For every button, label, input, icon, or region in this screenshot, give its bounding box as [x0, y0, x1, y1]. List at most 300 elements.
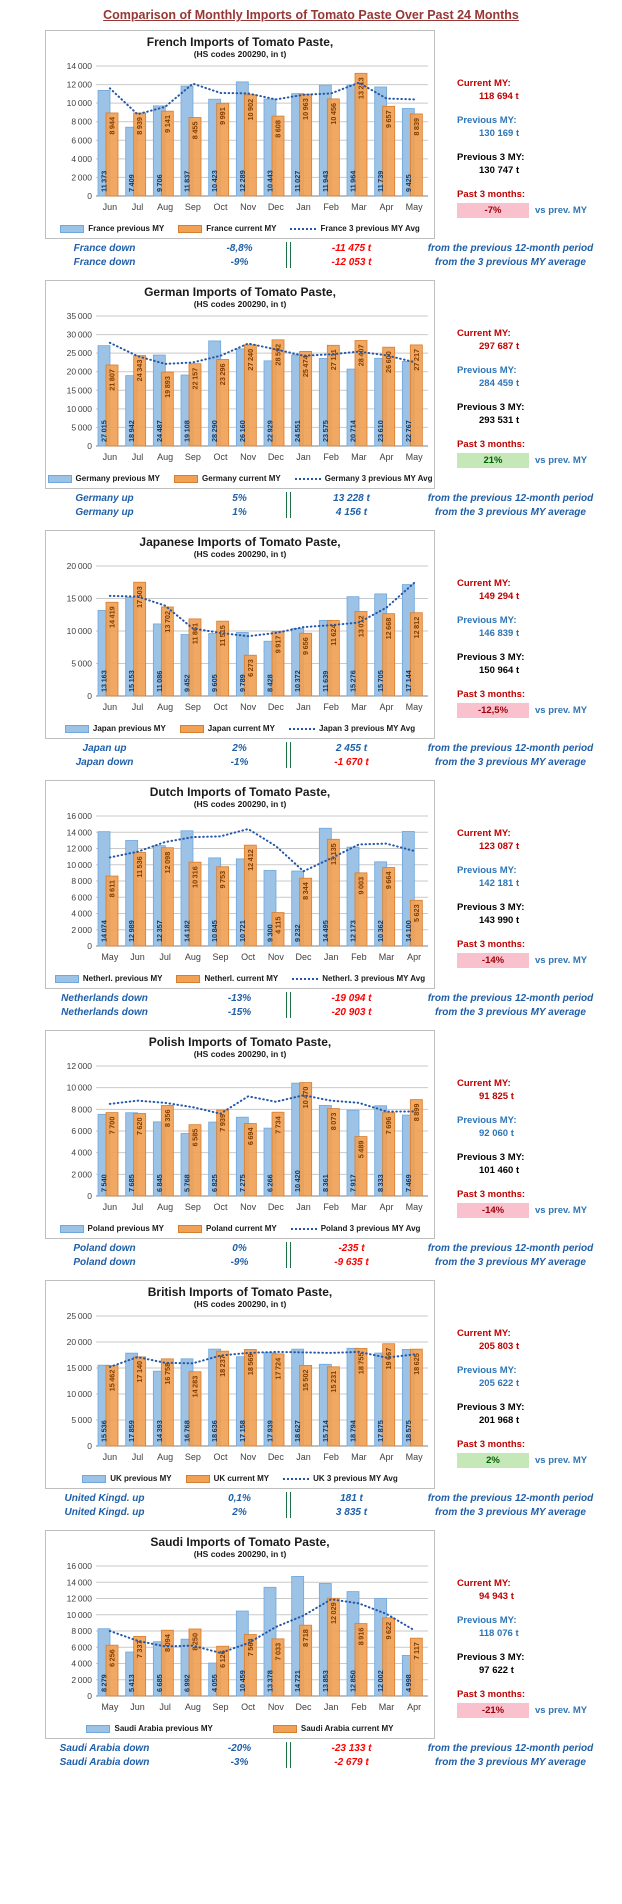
month-label: Oct [241, 1702, 256, 1712]
stat-current-my [457, 1328, 622, 1352]
curr-my-bar-label: 9 753 [218, 870, 228, 889]
legend-label: Germany 3 previous MY Avg [324, 474, 433, 483]
y-axis-tick: 2 000 [71, 1169, 92, 1180]
month-label: Jul [131, 1452, 144, 1462]
stat-previous-my [457, 1615, 622, 1639]
y-axis-tick: 8 000 [71, 876, 92, 886]
prev-my-bar-label: 8 428 [265, 674, 275, 692]
double-bar-separator [286, 742, 291, 768]
avg-line [110, 1599, 414, 1653]
chart-subtitle: (HS codes 200290, in t) [193, 49, 287, 59]
curr-my-bar-label: 14 283 [190, 1375, 200, 1398]
y-axis-tick: 10 000 [66, 403, 92, 414]
prev-my-bar-label: 12 289 [237, 170, 247, 192]
prev-my-bar-label: 11 837 [182, 170, 192, 192]
y-axis-tick: 35 000 [66, 311, 92, 321]
curr-my-bar-label: 23 296 [218, 363, 228, 386]
avg-line-swatch [290, 228, 316, 230]
stat-value: 293 531 t [479, 415, 520, 426]
curr-my-bar-label: 8 916 [356, 1627, 366, 1646]
curr-my-bar-label: 9 657 [384, 110, 394, 129]
curr-my-bar-label: 11 624 [328, 624, 338, 646]
prev-my-bar-label: 9 706 [154, 174, 164, 192]
y-axis-tick: 6 000 [71, 892, 92, 903]
stat-past-3-months [457, 939, 622, 968]
import-section [0, 30, 622, 268]
stat-past-3-months [457, 689, 622, 718]
month-label: May [405, 702, 423, 712]
prev-my-bar-label: 17 939 [265, 1420, 275, 1442]
summary-delta: 2 455 t [335, 742, 368, 754]
stat-value: 149 294 t [479, 591, 520, 602]
y-axis-tick: 4 000 [71, 1658, 92, 1669]
curr-my-bar-label: 28 592 [273, 343, 283, 366]
stat-value: 118 076 t [479, 1628, 519, 1639]
summary-country: France down [73, 256, 136, 268]
curr-my-bar-label: 27 240 [245, 348, 255, 371]
legend-label: France current MY [206, 224, 277, 233]
month-label: Jan [296, 452, 311, 462]
y-axis-tick: 8 000 [71, 116, 92, 127]
prev-my-bar-label: 11 027 [293, 170, 303, 192]
curr-my-bar-label: 9 141 [162, 115, 172, 133]
month-label: Sep [212, 1702, 229, 1712]
y-axis-tick: 5 000 [71, 1415, 92, 1425]
y-axis-tick: 20 000 [66, 1337, 92, 1347]
summary-delta: -9 635 t [334, 1256, 369, 1268]
month-label: Nov [240, 1452, 257, 1462]
chart-box [45, 780, 435, 989]
stat-label: Previous 3 MY: [457, 402, 525, 413]
summary-country: Netherlands down [61, 992, 148, 1004]
month-label: Oct [241, 952, 256, 962]
curr-my-swatch [178, 1225, 202, 1233]
stat-previous-my [457, 1115, 622, 1139]
curr-my-bar-label: 13 012 [356, 615, 366, 638]
prev-my-bar-label: 26 160 [237, 420, 247, 442]
prev-my-bar-label: 10 420 [293, 1170, 303, 1192]
legend-item-prev [60, 1224, 164, 1233]
avg-line-swatch [292, 978, 318, 980]
y-axis-tick: 0 [87, 191, 92, 201]
stat-past-3-months [457, 1689, 622, 1718]
legend-label: Poland 3 previous MY Avg [320, 1224, 421, 1233]
month-label: Jun [130, 1702, 145, 1712]
month-label: Feb [351, 952, 367, 962]
chart-title: Japanese Imports of Tomato Paste, [139, 535, 341, 549]
curr-my-swatch [174, 475, 198, 483]
curr-my-bar-label: 8 718 [301, 1629, 311, 1647]
y-axis-tick: 0 [87, 691, 92, 701]
month-label: Jun [102, 1202, 118, 1212]
stat-label: Previous 3 MY: [457, 902, 525, 913]
curr-my-bar-label: 12 812 [411, 616, 421, 639]
month-label: Mar [351, 1452, 367, 1462]
avg-line [110, 1352, 414, 1367]
y-axis-tick: 6 000 [71, 1126, 92, 1136]
legend-label: Germany current MY [202, 474, 281, 483]
prev-my-bar-label: 10 423 [210, 170, 220, 192]
y-axis-tick: 10 000 [66, 98, 92, 109]
summary-desc: from the 3 previous MY average [435, 756, 586, 768]
month-label: Jul [131, 1202, 144, 1212]
curr-my-bar-label: 7 696 [384, 1116, 394, 1135]
curr-my-bar-label: 12 668 [384, 617, 394, 640]
summary-delta: 3 835 t [335, 1506, 368, 1518]
stat-previous-my [457, 365, 622, 389]
curr-my-bar-label: 4 115 [273, 916, 283, 934]
curr-my-bar-label: 8 608 [273, 120, 283, 138]
summary-delta: -2 679 t [334, 1756, 369, 1768]
summary-country: Germany up [75, 506, 134, 518]
stat-value: 92 060 t [479, 1128, 514, 1139]
summary-desc: from the previous 12-month period [427, 1742, 594, 1754]
stat-label: Previous 3 MY: [457, 1652, 525, 1663]
curr-my-bar-label: 17 503 [135, 586, 145, 608]
avg-line-swatch [291, 1228, 317, 1230]
stat-value: 118 694 t [479, 91, 519, 102]
legend-label: France previous MY [88, 224, 165, 233]
chart-subtitle: (HS codes 200290, in t) [193, 549, 287, 559]
stat-label: Current MY: [457, 78, 511, 89]
month-label: Feb [323, 1452, 339, 1462]
summary-desc: from the previous 12-month period [427, 742, 594, 754]
prev-my-bar-label: 15 276 [348, 670, 358, 692]
chart-legend [46, 473, 434, 486]
curr-my-bar-label: 8 344 [301, 882, 311, 900]
curr-my-bar-label: 12 029 [328, 1602, 338, 1625]
legend-item-curr [176, 974, 278, 983]
month-label: Apr [379, 1452, 394, 1462]
stat-label: Previous MY: [457, 865, 517, 876]
stats-panel [435, 530, 622, 731]
prev-my-bar-label: 15 714 [320, 1420, 330, 1442]
curr-my-bar-label: 8 939 [135, 116, 145, 135]
curr-my-bar-label: 8 455 [190, 121, 200, 140]
curr-my-bar-label: 15 502 [301, 1369, 311, 1392]
legend-item-avg [291, 1224, 421, 1233]
curr-my-bar-label: 19 667 [384, 1347, 394, 1370]
prev-my-bar-label: 14 393 [154, 1420, 164, 1442]
legend-label: Netherl. 3 previous MY Avg [322, 974, 426, 983]
month-label: Dec [267, 202, 284, 212]
import-section [0, 1030, 622, 1268]
summary-rows [12, 742, 612, 768]
prev-my-swatch [48, 475, 72, 483]
chart-plot [46, 1560, 434, 1718]
stat-value: 91 825 t [479, 1091, 514, 1102]
curr-my-bar-label: 10 316 [190, 866, 200, 888]
prev-my-bar-label: 15 705 [376, 670, 386, 692]
curr-my-bar-label: 8 094 [162, 1634, 172, 1652]
curr-my-bar-label: 25 474 [301, 355, 311, 378]
stat-current-my [457, 578, 622, 602]
month-label: Apr [379, 1202, 394, 1212]
curr-my-bar-label: 8 356 [162, 1109, 172, 1128]
legend-label: Netherl. current MY [204, 974, 279, 983]
prev-my-bar-label: 12 989 [127, 920, 137, 942]
prev-my-bar-label: 14 721 [293, 1670, 303, 1692]
summary-pct: -15% [227, 1006, 252, 1018]
summary-desc: from the 3 previous MY average [435, 1006, 586, 1018]
stats-panel [435, 1530, 622, 1731]
stat-past-3-months [457, 1439, 622, 1468]
summary-delta: -235 t [338, 1242, 365, 1254]
legend-label: UK 3 previous MY Avg [313, 1474, 398, 1483]
stat-value: 205 622 t [479, 1378, 520, 1389]
y-axis-tick: 8 000 [71, 1104, 92, 1115]
past3-pct-badge: -14% [457, 1203, 529, 1218]
curr-my-bar-label: 8 250 [190, 1632, 200, 1651]
chart-subtitle: (HS codes 200290, in t) [193, 1049, 287, 1059]
stat-current-my [457, 328, 622, 352]
stat-label: Previous MY: [457, 1115, 517, 1126]
curr-my-bar-label: 13 213 [356, 77, 366, 100]
month-label: Jun [102, 452, 118, 462]
chart-legend [46, 1473, 434, 1486]
chart-plot [46, 310, 434, 468]
month-label: Sep [184, 452, 201, 462]
summary-pct: 0% [232, 1242, 247, 1254]
curr-my-bar-label: 7 337 [135, 1640, 145, 1659]
y-axis-tick: 4 000 [71, 1147, 92, 1158]
stat-past-3-months [457, 439, 622, 468]
curr-my-bar-label: 15 462 [107, 1369, 117, 1392]
y-axis-tick: 0 [87, 941, 92, 951]
import-section [0, 280, 622, 518]
month-label: Apr [379, 702, 394, 712]
month-label: Aug [157, 1452, 174, 1462]
prev-my-bar-label: 7 685 [127, 1174, 137, 1192]
prev-my-bar-label: 11 739 [376, 170, 386, 192]
curr-my-bar-label: 7 734 [273, 1116, 283, 1134]
chart-subtitle: (HS codes 200290, in t) [193, 799, 287, 809]
y-axis-tick: 16 000 [66, 1561, 92, 1571]
legend-item-curr [174, 474, 281, 483]
curr-my-bar-label: 16 758 [162, 1362, 172, 1385]
y-axis-tick: 12 000 [66, 1061, 92, 1071]
legend-item-curr [180, 724, 275, 733]
stats-panel [435, 780, 622, 981]
stat-label: Past 3 months: [457, 689, 526, 700]
summary-country: France down [73, 242, 136, 254]
summary-delta: -1 670 t [334, 756, 369, 768]
y-axis-tick: 2 000 [71, 924, 92, 935]
stat-label: Past 3 months: [457, 1189, 526, 1200]
month-label: Jan [296, 202, 311, 212]
prev-my-bar-label: 9 452 [182, 674, 192, 692]
summary-pct: 2% [232, 742, 247, 754]
prev-my-bar-label: 6 266 [265, 1174, 275, 1192]
curr-my-bar-label: 10 456 [328, 102, 338, 125]
prev-my-bar-label: 15 153 [127, 670, 137, 692]
curr-my-bar-label: 7 939 [218, 1113, 228, 1132]
curr-my-bar-label: 22 157 [190, 367, 200, 390]
curr-my-bar-label: 13 702 [162, 610, 172, 633]
month-label: Sep [184, 1202, 201, 1212]
month-label: Jun [102, 1452, 118, 1462]
legend-label: Saudi Arabia current MY [300, 1724, 394, 1733]
prev-my-bar-label: 14 182 [182, 920, 192, 942]
curr-my-bar-label: 17 724 [273, 1357, 283, 1380]
stat-value: 130 169 t [479, 128, 520, 139]
prev-my-bar-label: 6 992 [182, 1674, 192, 1692]
chart-box [45, 280, 435, 489]
legend-item-prev [48, 474, 160, 483]
prev-my-bar-label: 9 232 [293, 924, 303, 942]
y-axis-tick: 10 000 [66, 1609, 92, 1620]
chart-subtitle: (HS codes 200290, in t) [193, 1549, 287, 1559]
curr-my-bar-label: 18 237 [218, 1355, 228, 1377]
legend-label: Poland current MY [206, 1224, 277, 1233]
prev-my-bar-label: 7 917 [348, 1174, 358, 1192]
legend-item-avg [292, 974, 425, 983]
y-axis-tick: 6 000 [71, 1642, 92, 1653]
legend-item-avg [289, 724, 415, 733]
month-label: Sep [184, 702, 201, 712]
prev-my-bar-label: 23 575 [320, 420, 330, 442]
summary-pct: -9% [230, 256, 249, 268]
stat-previous-3my [457, 1152, 622, 1176]
chart-box [45, 530, 435, 739]
month-label: Dec [267, 702, 284, 712]
curr-my-bar-label: 11 861 [190, 622, 200, 645]
summary-desc: from the 3 previous MY average [435, 256, 586, 268]
curr-my-bar-label: 11 536 [135, 856, 145, 878]
summary-desc: from the previous 12-month period [427, 1242, 594, 1254]
vs-prev-my-label: vs prev. MY [535, 1205, 588, 1216]
month-label: Jun [102, 702, 118, 712]
curr-my-bar-label: 14 419 [107, 606, 117, 629]
curr-my-bar-label: 9 991 [218, 107, 228, 125]
chart-legend [46, 973, 434, 986]
y-axis-tick: 4 000 [71, 153, 92, 164]
prev-my-bar-label: 5 768 [182, 1174, 192, 1192]
prev-my-bar-label: 17 158 [237, 1420, 247, 1442]
month-label: Oct [213, 1202, 228, 1212]
legend-item-avg [283, 1474, 398, 1483]
month-label: Dec [267, 1202, 284, 1212]
stat-previous-3my [457, 152, 622, 176]
stat-previous-my [457, 115, 622, 139]
curr-my-bar-label: 15 231 [328, 1370, 338, 1393]
page-title: Comparison of Monthly Imports of Tomato Paste Over Past 24 Months [103, 8, 519, 22]
month-label: Jul [159, 952, 171, 962]
stat-label: Current MY: [457, 1078, 511, 1089]
month-label: Jun [102, 202, 118, 212]
import-section [0, 530, 622, 768]
y-axis-tick: 25 000 [66, 1311, 92, 1321]
stat-value: 297 687 t [479, 341, 520, 352]
stat-label: Current MY: [457, 1578, 511, 1589]
legend-label: Saudi Arabia previous MY [114, 1724, 213, 1733]
month-label: Dec [295, 1702, 312, 1712]
summary-desc: from the previous 12-month period [427, 242, 594, 254]
month-label: Feb [323, 452, 339, 462]
summary-desc: from the 3 previous MY average [435, 506, 586, 518]
stat-label: Past 3 months: [457, 1439, 526, 1450]
month-label: Aug [157, 702, 174, 712]
curr-my-swatch [180, 725, 204, 733]
chart-sections-container [0, 30, 622, 1768]
legend-label: Netherl. previous MY [82, 974, 163, 983]
prev-my-bar-label: 18 575 [403, 1420, 413, 1442]
legend-item-curr [273, 1724, 394, 1733]
summary-country: Netherlands down [61, 1006, 148, 1018]
y-axis-tick: 15 000 [66, 1363, 92, 1373]
chart-box [45, 1280, 435, 1489]
curr-my-swatch [273, 1725, 297, 1733]
month-label: May [405, 1452, 423, 1462]
chart-title: Dutch Imports of Tomato Paste, [149, 785, 331, 799]
curr-my-bar-label: 8 944 [107, 116, 117, 135]
summary-pct: -9% [230, 1256, 249, 1268]
y-axis-tick: 0 [87, 441, 92, 451]
summary-pct: -13% [227, 992, 252, 1004]
prev-my-bar-label: 12 173 [348, 920, 358, 942]
stat-previous-my [457, 615, 622, 639]
month-label: Aug [184, 952, 201, 962]
stat-value: 97 622 t [479, 1665, 514, 1676]
chart-title: British Imports of Tomato Paste, [147, 1285, 333, 1299]
month-label: Sep [184, 1452, 201, 1462]
prev-my-bar-label: 12 850 [348, 1670, 358, 1692]
prev-my-bar-label: 14 495 [320, 920, 330, 942]
month-label: Aug [184, 1702, 201, 1712]
summary-delta: 13 228 t [333, 492, 370, 504]
stat-label: Previous 3 MY: [457, 1152, 525, 1163]
month-label: Mar [378, 1702, 395, 1712]
prev-my-bar-label: 11 943 [320, 170, 330, 192]
past3-pct-badge: 21% [457, 453, 529, 468]
summary-desc: from the previous 12-month period [427, 992, 594, 1004]
prev-my-bar-label: 12 357 [154, 920, 164, 942]
curr-my-bar-label: 19 893 [162, 376, 172, 398]
legend-label: Germany previous MY [75, 474, 161, 483]
summary-country: Japan up [82, 742, 127, 754]
stat-current-my [457, 1078, 622, 1102]
prev-my-bar-label: 6 825 [210, 1174, 220, 1192]
prev-my-bar-label: 22 767 [403, 420, 413, 442]
stats-panel [435, 280, 622, 481]
chart-box [45, 1530, 435, 1739]
stats-panel [435, 30, 622, 231]
month-label: Mar [378, 952, 395, 962]
stats-panel [435, 1280, 622, 1481]
prev-my-bar-label: 24 551 [293, 420, 303, 442]
month-label: Nov [267, 1702, 284, 1712]
stat-current-my [457, 1578, 622, 1602]
stat-previous-3my [457, 902, 622, 926]
prev-my-bar-label: 7 275 [237, 1174, 247, 1192]
month-label: Dec [267, 452, 284, 462]
stat-label: Current MY: [457, 578, 511, 589]
vs-prev-my-label: vs prev. MY [535, 1455, 588, 1466]
y-axis-tick: 30 000 [66, 329, 92, 340]
prev-my-bar-label: 10 443 [265, 170, 275, 192]
prev-my-swatch [65, 725, 89, 733]
prev-my-bar-label: 5 413 [127, 1674, 137, 1692]
stat-current-my [457, 78, 622, 102]
vs-prev-my-label: vs prev. MY [535, 455, 588, 466]
stat-label: Previous MY: [457, 1615, 517, 1626]
summary-rows [12, 1492, 612, 1518]
past3-pct-badge: -14% [457, 953, 529, 968]
curr-my-bar-label: 7 620 [135, 1117, 145, 1136]
legend-label: Japan 3 previous MY Avg [318, 724, 416, 733]
legend-item-prev [65, 724, 166, 733]
curr-my-bar-label: 6 126 [218, 1650, 228, 1668]
